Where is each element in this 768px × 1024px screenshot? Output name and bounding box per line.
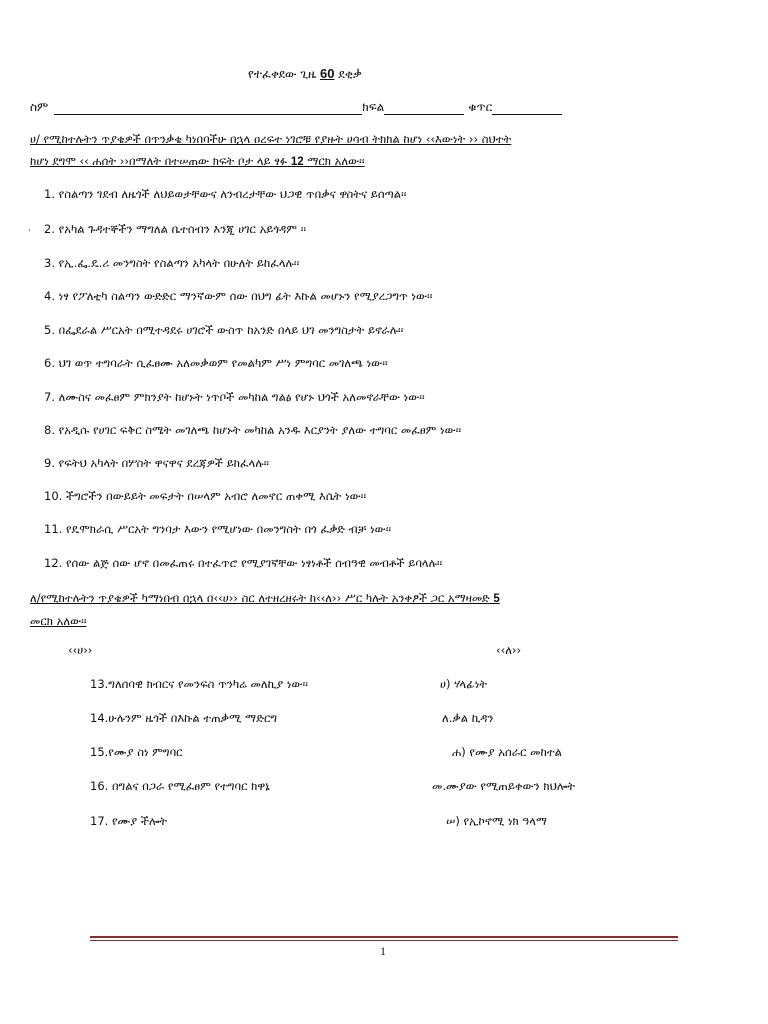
- student-info-row: [30, 100, 562, 115]
- number-label: ቁጥር: [468, 100, 493, 114]
- question-3: 3. የኢ.ፌ.ዴ.ሪ መንግስት የስልጣን አካላት በሁለት ይከፈላሉ፡፡: [44, 256, 300, 270]
- time-prefix: የተፈቀደው ጊዜ: [248, 67, 317, 81]
- question-10: 10. ችግሮችን በውይይት መፍታት በሠላም አብሮ ለመኖር ጠቀሚ እሴት ነው፡፡: [44, 489, 367, 503]
- match-choice-c: ሐ) የሙያ አሰራር መከተል: [452, 745, 562, 759]
- section-a-line2: ከሆነ ደግሞ ‹‹ ሐሰት ››በማለት በተሠጠው ክፍት ቦታ ላይ ፃፉ 12 ማርክ አለው፡፡: [30, 154, 365, 168]
- section-b-instructions: [30, 587, 740, 632]
- footer-divider: [90, 936, 678, 938]
- section-b-marks: 5: [493, 593, 500, 605]
- section-a-line1: ሀ/ የሚከተሉትን ጥያቄዎች በጥንቃቄ ካነበባችሁ በኋላ ዐረፍተ ነገሮቹ የያዙት ሀሳብ ትክክል ከሆነ ‹‹እውነት ›› ስህተት: [30, 132, 512, 146]
- match-item-16: 16. በግልና በጋራ የሚፈፀም የተግባር ክዋኔ: [90, 779, 270, 793]
- page-number: 1: [380, 944, 386, 958]
- number-field[interactable]: [492, 102, 562, 115]
- question-2: 2. የአካል ጉዳተኞችን ማግለል ቤተሰብን እንጂ ሀገር አይጎዳም ፡፡: [44, 222, 307, 236]
- name-field[interactable]: [54, 102, 362, 115]
- match-item-14: 14.ሁሉንም ዜጎች በእኩል ተጠቃሚ ማድርግ: [90, 711, 278, 725]
- column-a-header: ‹‹ሀ››: [68, 643, 93, 657]
- match-choice-a: ሀ) ሃላፊነት: [440, 677, 488, 691]
- match-item-17: 17. የሙያ ችሎት: [90, 814, 168, 828]
- question-5: 5. በፌደራል ሥርአት በሚተዳደሩ ሀገሮች ውስጥ ከአንድ በላይ ህገ መንግስታት ይኖራሉ፡፡: [44, 323, 404, 337]
- section-a-marks: 12: [290, 156, 304, 168]
- time-allowed: [248, 66, 362, 82]
- section-b-line1: ለ/የሚከተሉትን ጥያቄዎች ካማነበብ በኋላ በ‹‹ሀ›› ስር ለተዘረዘሩት ከ‹‹ለ›› ሥር ካሉት አንቀፆች ጋር አማዛመድ 5: [30, 591, 500, 605]
- bullet-mark: ·: [28, 226, 31, 236]
- question-8: 8. የአዲሱ የሀገር ፍቅር ስሜት መገለጫ ከሆኑት መካከል አንዱ እርያንት ያለው ተግባር መፈፀም ነው፡፡: [44, 423, 462, 437]
- question-1: 1. የስልጣን ገደብ ለዜጎች ለህይወታቸውና ለንብረታቸው ህጋዊ ጥበቃና ዋስትና ይሰጣል፡፡: [44, 187, 407, 201]
- question-12: 12. የሰው ልጅ ሰው ሆኖ በመፈጠሩ በተፈጥሮ የሚያገኛቸው ነፃነቶች ሰብዓዊ መብቶች ይባላሉ፡፡: [44, 556, 443, 570]
- match-choice-e: ሠ) የኢኮኖሚ ነክ ዓላማ: [446, 814, 547, 828]
- grade-field[interactable]: [384, 102, 464, 115]
- question-4: 4. ነፃ የፖለቲካ ስልጣን ውድድር ማንኛውም ሰው በህግ ፊት እኩል መሆኑን የሚያረጋግጥ ነው፡፡: [44, 289, 433, 303]
- match-item-13: 13.ግለሰባዊ ክብርና የመንፍስ ጥንካሬ መለኪያ ነው፡፡: [90, 677, 308, 691]
- question-11: 11. የዴሞክራሲ ሥርአት ግንባታ እውን የሚሆነው በመንግስት በጎ ፈቃድ ብቻ ነው፡፡: [44, 522, 392, 536]
- question-9: 9. የፍትህ አካላት በሦስት ዋናዋና ደረጃዎች ይከፈላሉ፡፡: [44, 456, 270, 470]
- time-value: 60: [320, 66, 335, 81]
- match-choice-b: ለ.ቃል ኪዳን: [442, 711, 494, 725]
- time-suffix: ደቂቃ: [338, 67, 362, 81]
- column-b-header: ‹‹ለ››: [496, 643, 522, 657]
- question-7: 7. ለሙስና መፈፀም ምክንያት ከሆኑት ነጥቦች መካከል ግልፅ የሆኑ ህጎች አለመኖራቸው ነው፡፡: [44, 390, 425, 404]
- section-a-instructions: [30, 128, 740, 173]
- question-6: 6. ህገ ወጥ ተግባራት ሲፈፀሙ አለመቃወም የመልካም ሥነ ምግባር መገለጫ ነው፡፡: [44, 356, 388, 370]
- name-label: ስም: [30, 100, 49, 114]
- footer-divider-thin: [90, 940, 678, 941]
- match-choice-d: መ.ሙያው የሚጠይቀውን ክህሎት: [432, 779, 576, 793]
- section-b-line2: መርክ አለው፡፡: [30, 614, 87, 628]
- grade-label: ክፍል: [362, 100, 385, 114]
- match-item-15: 15.የሙያ ስነ ምግባር: [90, 745, 183, 759]
